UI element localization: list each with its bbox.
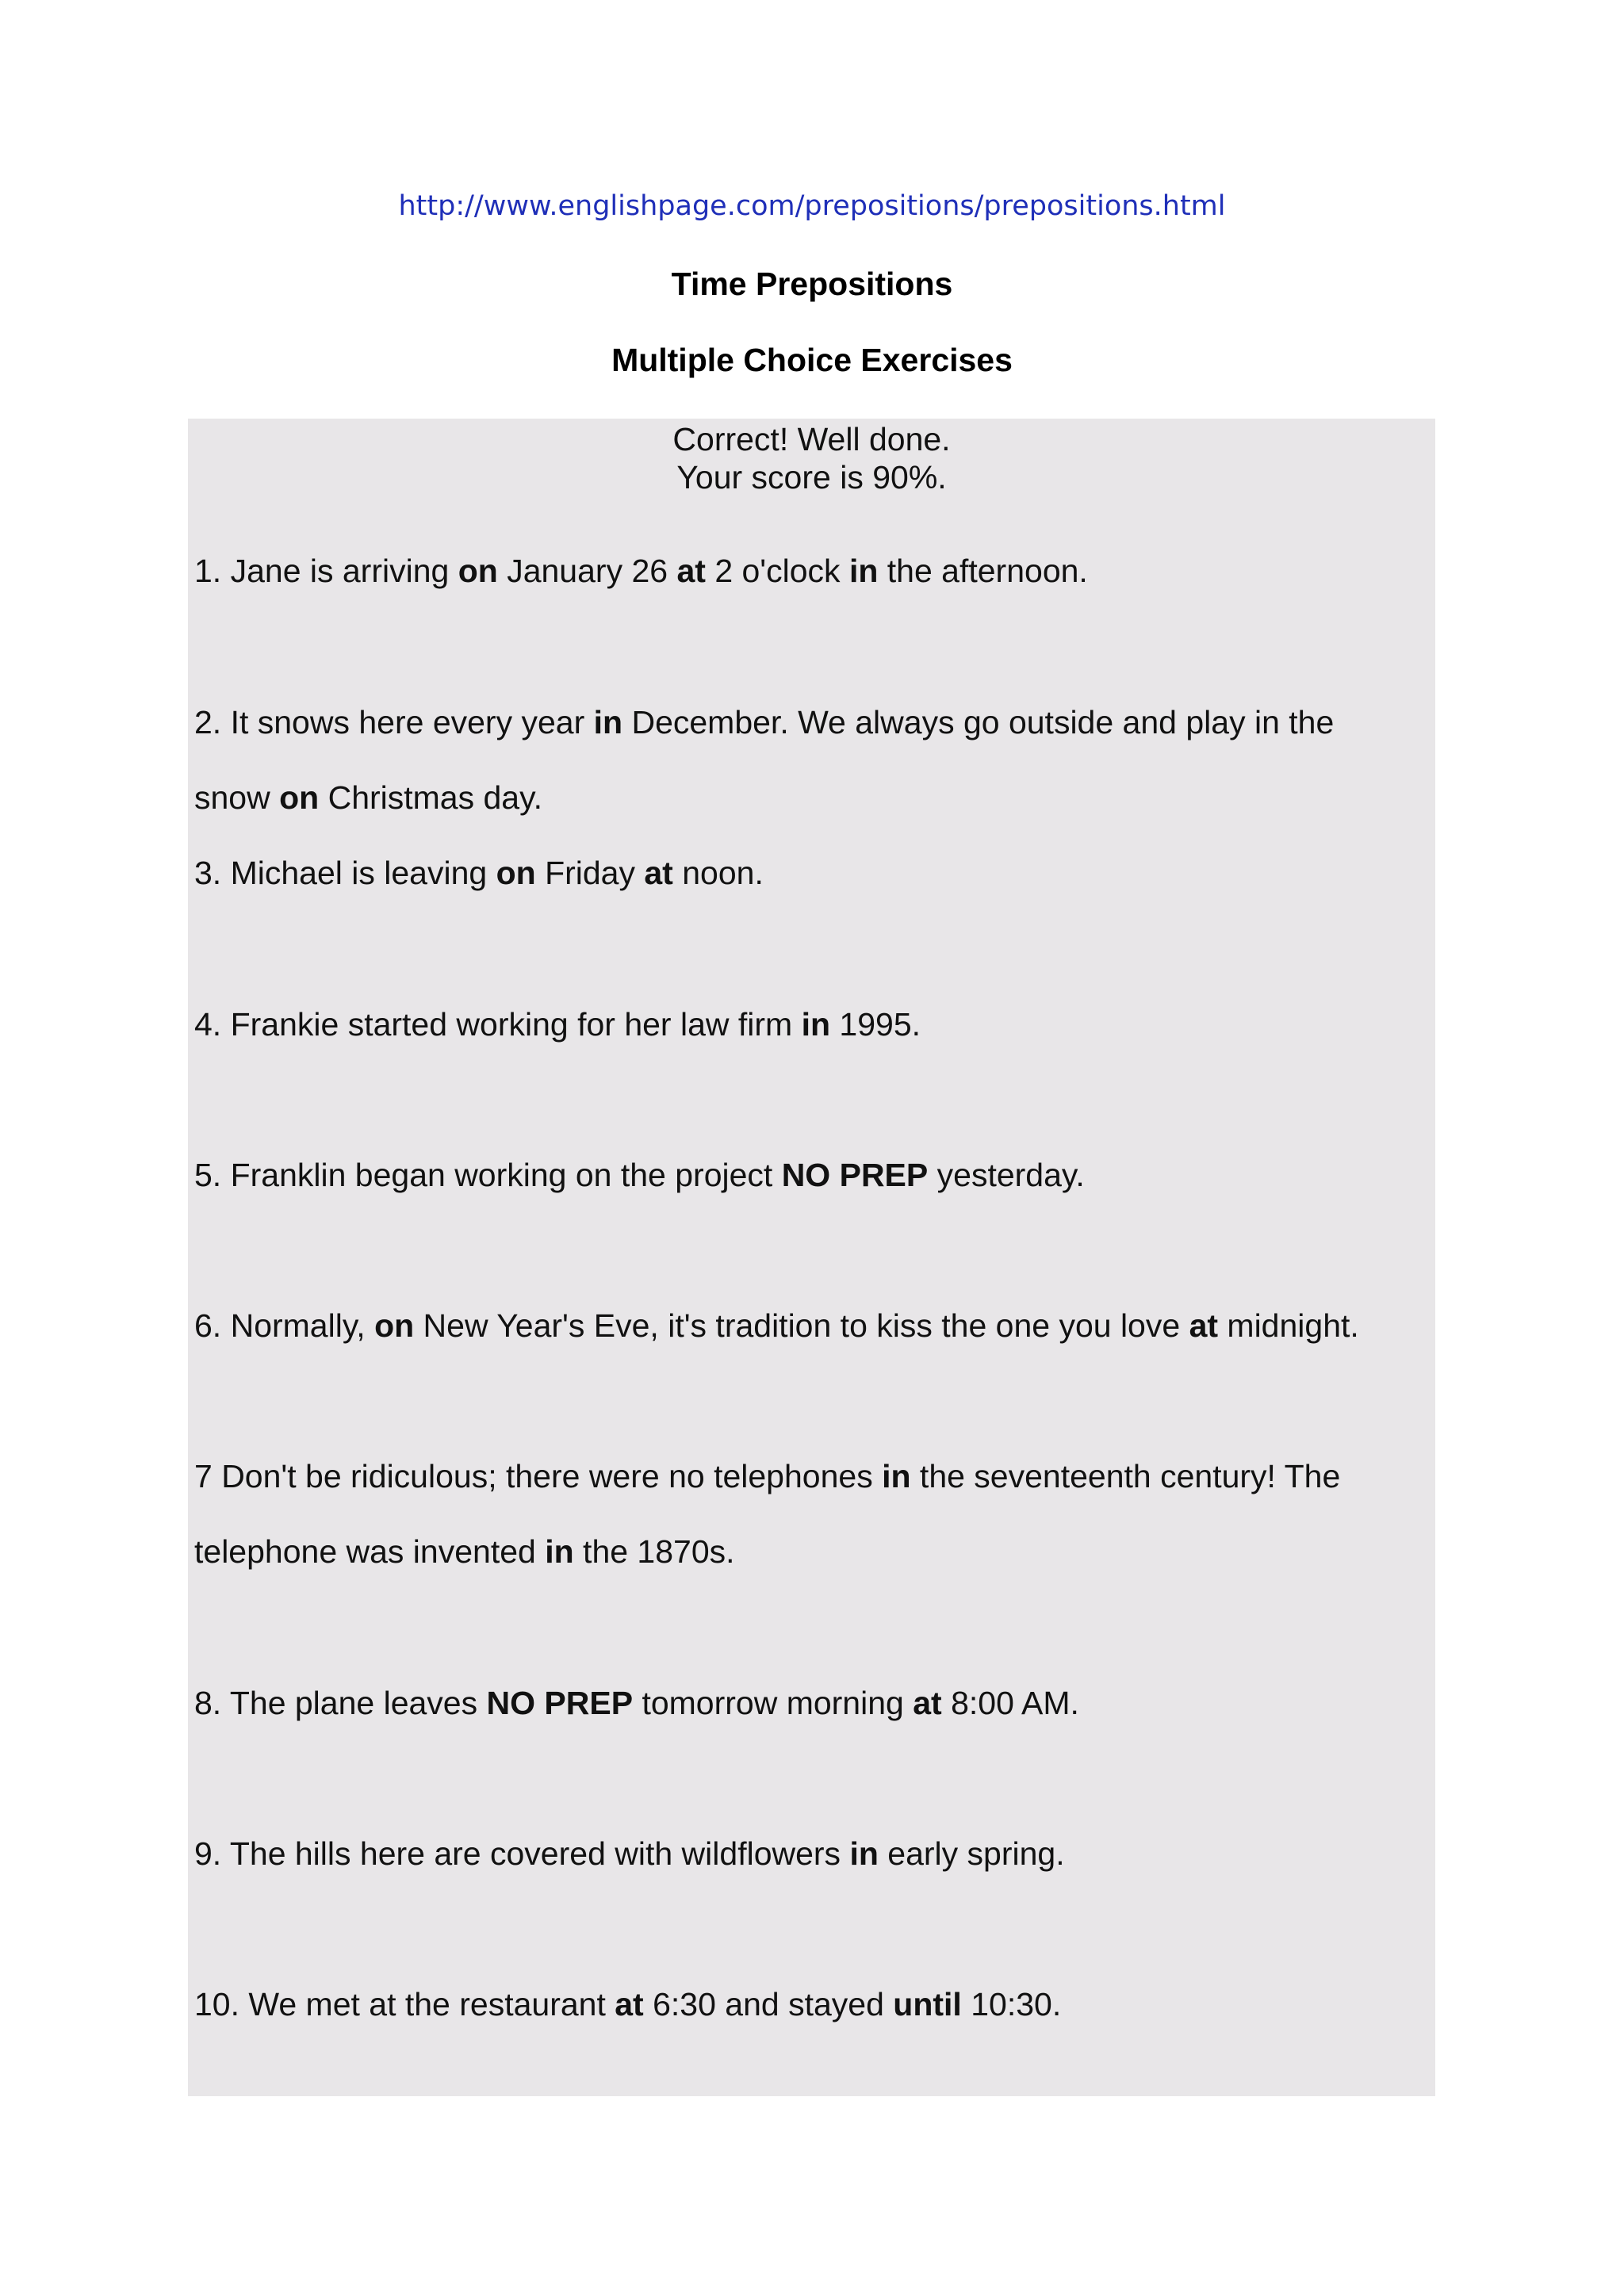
answer-preposition: on [458, 553, 498, 589]
answer-preposition: on [279, 779, 320, 816]
sentence-text: the seventeenth century! The [910, 1458, 1341, 1494]
sentence-text: 1. Jane is arriving [194, 553, 458, 589]
answer-preposition: NO PREP [781, 1157, 929, 1193]
exercise-line [194, 1005, 921, 1043]
sentence-text: 6:30 and stayed [643, 1986, 894, 2022]
answer-preposition: in [882, 1458, 911, 1494]
answer-preposition: at [1189, 1307, 1219, 1344]
exercise-results-panel [188, 419, 1435, 2096]
sentence-text: noon. [672, 855, 764, 891]
answer-preposition: in [593, 704, 623, 740]
sentence-text: telephone was invented [194, 1533, 546, 1570]
sentence-text: 6. Normally, [194, 1307, 375, 1344]
exercise-line [194, 703, 1334, 741]
answer-preposition: in [545, 1533, 574, 1570]
exercise-line [194, 1307, 1359, 1345]
answer-preposition: in [801, 1006, 831, 1043]
exercise-line [194, 854, 764, 892]
sentence-text: 5. Franklin began working on the project [194, 1157, 782, 1193]
sentence-text: 2. It snows here every year [194, 704, 594, 740]
answer-preposition: at [644, 855, 673, 891]
sentence-text: the afternoon. [878, 553, 1088, 589]
answer-preposition: on [374, 1307, 415, 1344]
page-subtitle: Multiple Choice Exercises [611, 342, 1013, 378]
sentence-text: 8. The plane leaves [194, 1685, 487, 1721]
answer-preposition: at [913, 1685, 942, 1721]
answer-preposition: in [849, 1835, 879, 1872]
source-url-link[interactable]: http://www.englishpage.com/prepositions/prepositions.html [398, 190, 1226, 222]
exercise-line [194, 779, 542, 817]
sentence-text: December. We always go outside and play in the [622, 704, 1335, 740]
exercise-line [194, 1985, 1061, 2023]
page-title: Time Prepositions [671, 266, 953, 302]
answer-preposition: in [848, 553, 879, 589]
answer-preposition: on [496, 855, 536, 891]
sentence-text: 8:00 AM. [941, 1685, 1079, 1721]
sentence-text: yesterday. [928, 1157, 1085, 1193]
sentence-text: 9. The hills here are covered with wildflowers [194, 1835, 850, 1872]
sentence-text: Friday [535, 855, 645, 891]
result-message: Correct! Well done. [672, 421, 951, 457]
sentence-text: 4. Frankie started working for her law firm [194, 1006, 802, 1043]
sentence-text: early spring. [878, 1835, 1065, 1872]
sentence-text: 1995. [830, 1006, 921, 1043]
sentence-text: 2 o'clock [705, 553, 849, 589]
sentence-text: New Year's Eve, it's tradition to kiss the one you love [414, 1307, 1189, 1344]
sentence-text: 3. Michael is leaving [194, 855, 496, 891]
exercise-line [194, 1533, 735, 1571]
exercise-line [194, 1457, 1340, 1495]
sentence-text: tomorrow morning [633, 1685, 914, 1721]
exercise-line [194, 1835, 1065, 1873]
answer-preposition: NO PREP [486, 1685, 634, 1721]
sentence-text: the 1870s. [573, 1533, 735, 1570]
exercise-line [194, 552, 1088, 590]
answer-preposition: until [893, 1986, 962, 2022]
sentence-text: January 26 [497, 553, 677, 589]
sentence-text: 7 Don't be ridiculous; there were no telephones [194, 1458, 883, 1494]
answer-preposition: at [676, 553, 706, 589]
exercise-line [194, 1156, 1085, 1194]
sentence-text: 10:30. [961, 1986, 1062, 2022]
sentence-text: Christmas day. [319, 779, 542, 816]
sentence-text: midnight. [1218, 1307, 1359, 1344]
sentence-text: snow [194, 779, 280, 816]
answer-preposition: at [615, 1986, 644, 2022]
score-message: Your score is 90%. [676, 459, 947, 496]
exercise-line [194, 1684, 1079, 1722]
sentence-text: 10. We met at the restaurant [194, 1986, 615, 2022]
